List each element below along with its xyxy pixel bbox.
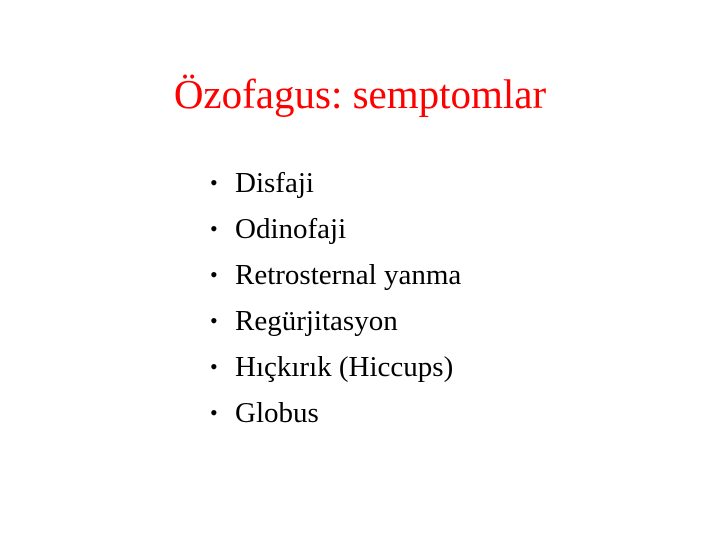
bullet-icon: • bbox=[210, 262, 218, 287]
bullet-icon: • bbox=[210, 216, 218, 241]
bullet-text: Disfaji bbox=[235, 166, 314, 199]
bullet-item bbox=[210, 298, 461, 344]
bullet-icon: • bbox=[210, 308, 218, 333]
bullet-text: Hıçkırık (Hiccups) bbox=[235, 350, 454, 383]
bullet-text: Globus bbox=[235, 396, 319, 429]
bullet-icon: • bbox=[210, 400, 218, 425]
bullet-item bbox=[210, 160, 461, 206]
bullet-item bbox=[210, 252, 461, 298]
bullet-item bbox=[210, 206, 461, 252]
bullet-list bbox=[210, 160, 461, 436]
bullet-item bbox=[210, 390, 461, 436]
bullet-item bbox=[210, 344, 461, 390]
bullet-text: Odinofaji bbox=[235, 212, 347, 245]
bullet-text: Retrosternal yanma bbox=[235, 258, 462, 291]
bullet-icon: • bbox=[210, 354, 218, 379]
bullet-icon: • bbox=[210, 170, 218, 195]
slide-title: Özofagus: semptomlar bbox=[173, 71, 547, 117]
bullet-text: Regürjitasyon bbox=[235, 304, 398, 337]
